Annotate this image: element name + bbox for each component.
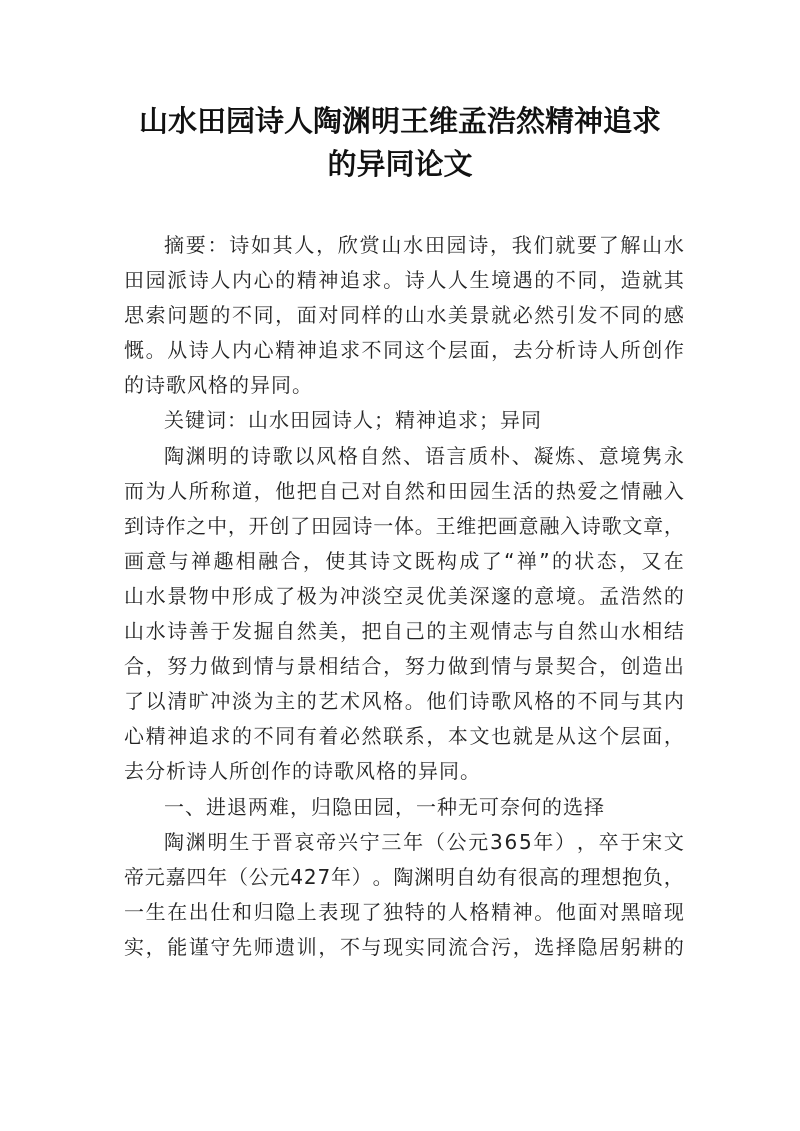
- text-line: 到 诗 作 之 中 ， 开 创 了 田 园 诗 一 体 。 王 维 把 画 意 融 入 诗 歌 文 章 ，: [124, 513, 684, 538]
- text-line: 思 索 问 题 的 不 同 ， 面 对 同 样 的 山 水 美 景 就 必 然 引 发 不 同 的 感: [124, 303, 684, 328]
- text-line: 陶 渊 明 生 于 晋 哀 帝 兴 宁 三 年 （ 公 元 3 6 5 年 ） ， 卒 于 宋 文: [164, 829, 684, 854]
- text-line: 而 为 人 所 称 道 ， 他 把 自 己 对 自 然 和 田 园 生 活 的 热 爱 之 情 融 入: [124, 478, 684, 503]
- document-body: [124, 228, 684, 965]
- text-line: 一 生 在 出 仕 和 归 隐 上 表 现 了 独 特 的 人 格 精 神 。 他 面 对 黑 暗 现: [124, 899, 684, 924]
- text-line: 合 ， 努 力 做 到 情 与 景 相 结 合 ， 努 力 做 到 情 与 景 契 合 ， 创 造 出: [124, 654, 684, 679]
- text-line: 摘 要 ： 诗 如 其 人 ， 欣 赏 山 水 田 园 诗 ， 我 们 就 要 了 解 山 水: [164, 233, 684, 257]
- text-line: 陶 渊 明 的 诗 歌 以 风 格 自 然 、 语 言 质 朴 、 凝 炼 、 意 境 隽 永: [164, 443, 684, 468]
- text-line: 心 精 神 追 求 的 不 同 有 着 必 然 联 系 ， 本 文 也 就 是 从 这 个 层 面 ，: [124, 724, 684, 749]
- text-line: 一 、 进 退 两 难 ， 归 隐 田 园 ， 一 种 无 可 奈 何 的 选 择: [164, 794, 605, 819]
- document-title-line-2: 的异同论文: [327, 147, 473, 181]
- text-line: 帝 元 嘉 四 年 （ 公 元 4 2 7 年 ） 。 陶 渊 明 自 幼 有 很 高 的 理 想 抱 负 ，: [124, 864, 684, 889]
- text-line: 画 意 与 禅 趣 相 融 合 ， 使 其 诗 文 既 构 成 了 “ 禅 ” 的 状 态 ， 又 在: [124, 548, 684, 573]
- text-line: 的 诗 歌 风 格 的 异 同 。: [124, 373, 313, 398]
- text-line: 去 分 析 诗 人 所 创 作 的 诗 歌 风 格 的 异 同 。: [124, 759, 481, 784]
- text-line: 关 键 词 ： 山 水 田 园 诗 人 ； 精 神 追 求 ； 异 同: [164, 408, 542, 433]
- text-line: 实 ， 能 谨 守 先 师 遗 训 ， 不 与 现 实 同 流 合 污 ， 选 择 隐 居 躬 耕 的: [124, 934, 684, 959]
- text-line: 了 以 清 旷 冲 淡 为 主 的 艺 术 风 格 。 他 们 诗 歌 风 格 的 不 同 与 其 内: [124, 689, 684, 714]
- text-line: 慨 。 从 诗 人 内 心 精 神 追 求 不 同 这 个 层 面 ， 去 分 析 诗 人 所 创 作: [124, 338, 684, 363]
- text-line: 田 园 派 诗 人 内 心 的 精 神 追 求 。 诗 人 人 生 境 遇 的 不 同 ， 造 就 其: [124, 268, 684, 293]
- text-line: 山 水 诗 善 于 发 掘 自 然 美 ， 把 自 己 的 主 观 情 志 与 自 然 山 水 相 结: [124, 619, 684, 644]
- text-line: 山 水 景 物 中 形 成 了 极 为 冲 淡 空 灵 优 美 深 邃 的 意 境 。 孟 浩 然 的: [124, 583, 684, 608]
- document-title-line-1: 山水田园诗人陶渊明王维孟浩然精神追求: [138, 104, 661, 138]
